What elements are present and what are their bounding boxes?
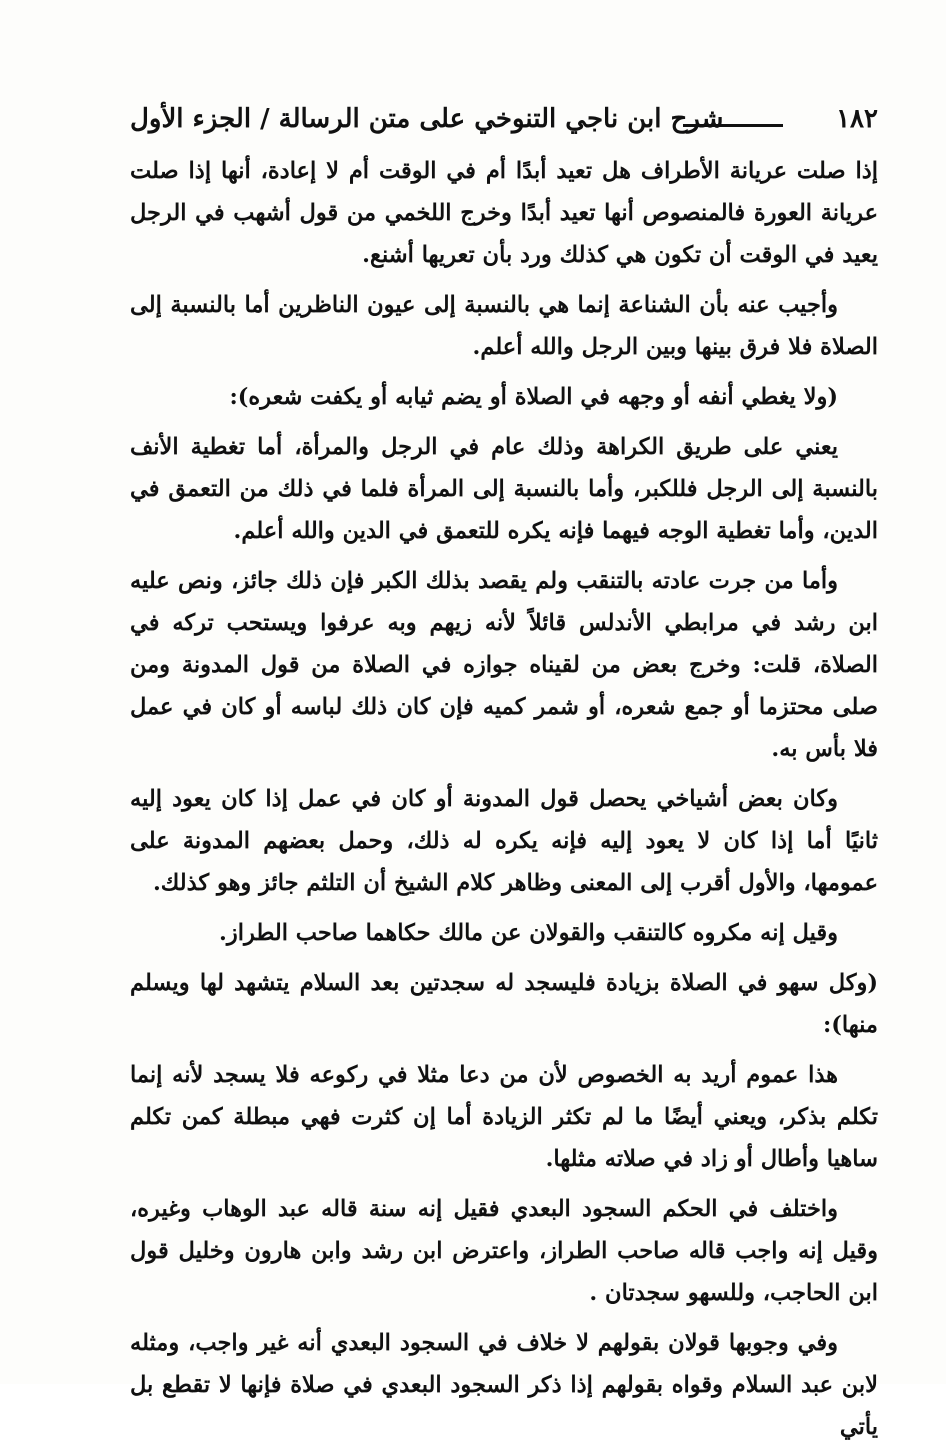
matn-quote: (وكل سهو في الصلاة بزيادة فليسجد له سجدتين بعد السلام يتشهد لها ويسلم منها): — [130, 970, 878, 1038]
paragraph: وفي وجوبها قولان بقولهم لا خلاف في السجود البعدي أنه غير واجب، ومثله لابن عبد السلام وقواه بقولهم إذا ذكر السجود البعدي في صلاة فإنها لا تقطع بل يأتي — [130, 1330, 878, 1440]
running-title: شرح ابن ناجي التنوخي على متن الرسالة / الجزء الأول — [130, 104, 724, 134]
paragraph: وقيل إنه مكروه كالتنقب والقولان عن مالك حكاهما صاحب الطراز. — [219, 920, 838, 946]
page-body — [130, 150, 878, 1448]
paragraph: وأجيب عنه بأن الشناعة إنما هي بالنسبة إلى عيون الناظرين أما بالنسبة إلى الصلاة فلا فرق بينها وبين الرجل والله أعلم. — [130, 292, 878, 360]
paragraph: يعني على طريق الكراهة وذلك عام في الرجل والمرأة، أما تغطية الأنف بالنسبة إلى الرجل فللكبر، وأما بالنسبة إلى المرأة فلما في ذلك من التعمق في الدين، وأما تغطية الوجه فيهما فإنه يكره للتعمق في الدين والله أعلم. — [130, 434, 878, 544]
paragraph: واختلف في الحكم السجود البعدي فقيل إنه سنة قاله عبد الوهاب وغيره، وقيل إنه واجب قاله صاحب الطراز، واعترض ابن رشد وابن هارون وخليل قول ابن الحاجب، وللسهو سجدتان . — [130, 1196, 878, 1306]
page-number: ١٨٢ — [836, 104, 878, 134]
page-header — [130, 102, 878, 146]
paragraph: هذا عموم أريد به الخصوص لأن من دعا مثلا في ركوعه فلا يسجد لأنه إنما تكلم بذكر، ويعني أيضًا ما لم تكثر الزيادة أما إن كثرت فهي مبطلة كمن تكلم ساهيا وأطال أو زاد في صلاته مثلها. — [130, 1062, 878, 1172]
paragraph-continuation: إذا صلت عريانة الأطراف هل تعيد أبدًا أم في الوقت أم لا إعادة، أنها إذا صلت عريانة العورة فالمنصوص أنها تعيد أبدًا وخرج اللخمي من قول أشهب في الرجل يعيد في الوقت أن تكون هي كذلك ورد بأن تعريها أشنع. — [130, 158, 878, 268]
paragraph: وأما من جرت عادته بالتنقب ولم يقصد بذلك الكبر فإن ذلك جائز، ونص عليه ابن رشد في مرابطي الأندلس قائلاً لأنه زيهم وبه عرفوا ويستحب تركه في الصلاة، قلت: وخرج بعض من لقيناه جوازه في الصلاة من قول المدونة ومن صلى محتزما أو جمع شعره، أو شمر كميه فإن كان ذلك لباسه أو كان في عمل فلا بأس به. — [130, 568, 878, 762]
paragraph: وكان بعض أشياخي يحصل قول المدونة أو كان في عمل إذا كان يعود إليه ثانيًا أما إذا كان لا يعود إليه فإنه يكره له ذلك، وحمل بعضهم المدونة على عمومها، والأول أقرب إلى المعنى وظاهر كلام الشيخ أن التلثم جائز وهو كذلك. — [130, 786, 878, 896]
matn-quote: (ولا يغطي أنفه أو وجهه في الصلاة أو يضم ثيابه أو يكفت شعره): — [229, 384, 838, 410]
